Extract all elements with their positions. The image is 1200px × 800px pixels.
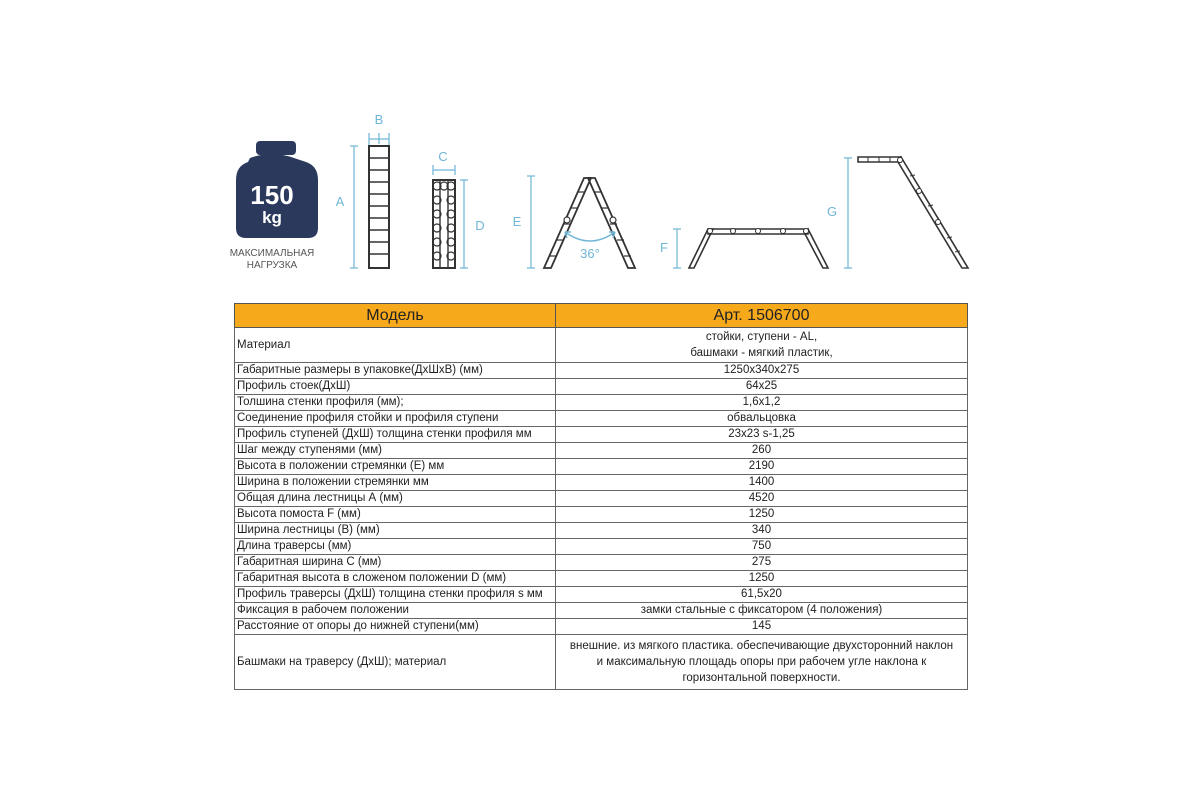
load-caption-line1: МАКСИМАЛЬНАЯ <box>229 248 315 259</box>
stepladder-figure <box>513 176 635 268</box>
table-row <box>235 507 968 523</box>
max-load-weight-icon <box>236 141 318 238</box>
value-cell: 61,5х20 <box>556 587 968 603</box>
table-row <box>235 603 968 619</box>
table-row <box>235 459 968 475</box>
param-cell: Башмаки на траверсу (ДхШ); материал <box>235 635 556 690</box>
value-line: башмаки - мягкий пластик, <box>690 347 833 359</box>
table-row <box>235 539 968 555</box>
value-line: внешние. из мягкого пластика. обеспечивающие двухсторонний наклон <box>569 640 954 652</box>
value-line: горизонтальной поверхности. <box>682 672 841 684</box>
table-row <box>235 328 968 363</box>
value-cell: обвальцовка <box>556 411 968 427</box>
value-cell: 4520 <box>556 491 968 507</box>
param-cell: Профиль траверсы (ДхШ) толщина стенки профиля s мм <box>235 587 556 603</box>
table-row <box>235 571 968 587</box>
table-row <box>235 619 968 635</box>
value-cell: 64х25 <box>556 379 968 395</box>
label-a: A <box>335 194 345 209</box>
table-row <box>235 443 968 459</box>
table-row <box>235 395 968 411</box>
param-cell: Профиль стоек(ДхШ) <box>235 379 556 395</box>
param-cell: Профиль ступеней (ДхШ) толщина стенки профиля мм <box>235 427 556 443</box>
table-row <box>235 427 968 443</box>
label-d: D <box>475 218 485 233</box>
load-caption-line2: НАГРУЗКА <box>246 260 298 271</box>
spec-table <box>234 303 968 690</box>
value-cell: 145 <box>556 619 968 635</box>
ladder-diagrams <box>0 0 1200 300</box>
value-cell <box>556 328 968 363</box>
param-cell: Высота в положении стремянки (Е) мм <box>235 459 556 475</box>
label-e: E <box>512 214 522 229</box>
load-value: 150 <box>250 180 294 210</box>
value-cell: 260 <box>556 443 968 459</box>
label-b: B <box>374 112 384 127</box>
param-cell: Соединение профиля стойки и профиля ступени <box>235 411 556 427</box>
value-cell: 750 <box>556 539 968 555</box>
param-cell: Длина траверсы (мм) <box>235 539 556 555</box>
value-cell: 1,6х1,2 <box>556 395 968 411</box>
label-g: G <box>826 204 838 219</box>
param-cell: Габаритная ширина С (мм) <box>235 555 556 571</box>
param-cell: Высота помоста F (мм) <box>235 507 556 523</box>
straight-ladder-figure <box>336 112 389 268</box>
header-article: Арт. 1506700 <box>556 304 968 328</box>
value-cell <box>556 635 968 690</box>
param-cell: Ширина в положении стремянки мм <box>235 475 556 491</box>
param-cell: Расстояние от опоры до нижней ступени(мм) <box>235 619 556 635</box>
table-row <box>235 475 968 491</box>
value-cell: 23х23 s-1,25 <box>556 427 968 443</box>
param-cell: Толшина стенки профиля (мм); <box>235 395 556 411</box>
value-cell: 340 <box>556 523 968 539</box>
value-cell: 1250 <box>556 571 968 587</box>
value-cell: 1250 <box>556 507 968 523</box>
table-row <box>235 379 968 395</box>
value-line: и максимальную площадь опоры при рабочем угле наклона к <box>596 656 927 668</box>
load-unit: kg <box>262 208 282 227</box>
table-row <box>235 555 968 571</box>
table-row <box>235 587 968 603</box>
wall-lean-figure <box>827 157 968 268</box>
param-cell: Ширина лестницы (В) (мм) <box>235 523 556 539</box>
value-cell: 1250х340х275 <box>556 363 968 379</box>
label-c: C <box>438 149 448 164</box>
header-model: Модель <box>235 304 556 328</box>
value-line: стойки, ступени - AL, <box>705 331 818 343</box>
label-f: F <box>660 240 668 255</box>
param-cell: Материал <box>235 328 556 363</box>
param-cell: Габаритные размеры в упаковке(ДхШхВ) (мм) <box>235 363 556 379</box>
label-angle: 36° <box>580 246 600 261</box>
value-cell: 1400 <box>556 475 968 491</box>
value-cell: 2190 <box>556 459 968 475</box>
param-cell: Габаритная высота в сложеном положении D (мм) <box>235 571 556 587</box>
table-row <box>235 363 968 379</box>
table-row <box>235 523 968 539</box>
value-cell: 275 <box>556 555 968 571</box>
table-row <box>235 411 968 427</box>
param-cell: Общая длина лестницы А (мм) <box>235 491 556 507</box>
param-cell: Шаг между ступенями (мм) <box>235 443 556 459</box>
folded-ladder-figure <box>433 149 485 268</box>
table-row <box>235 635 968 690</box>
table-row <box>235 491 968 507</box>
platform-figure <box>660 229 828 269</box>
value-cell: замки стальные с фиксатором (4 положения) <box>556 603 968 619</box>
table-header-row <box>235 304 968 328</box>
param-cell: Фиксация в рабочем положении <box>235 603 556 619</box>
